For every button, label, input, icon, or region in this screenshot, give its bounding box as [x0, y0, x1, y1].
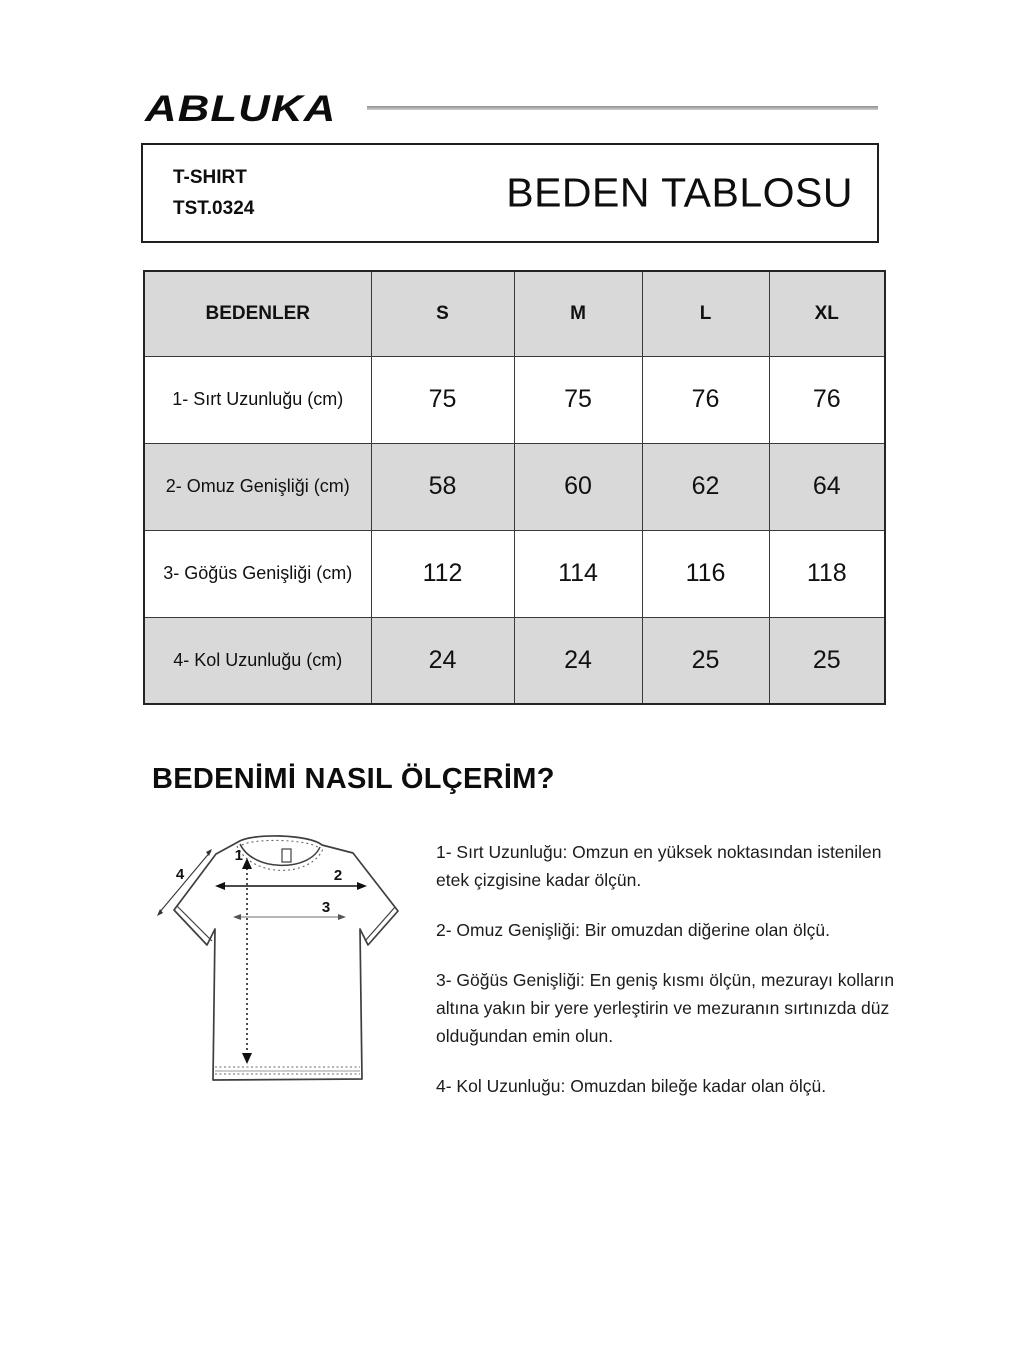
cell-value: 62	[642, 443, 769, 530]
cell-value: 116	[642, 530, 769, 617]
row-label: 3- Göğüs Genişliği (cm)	[144, 530, 371, 617]
row-label: 2- Omuz Genişliği (cm)	[144, 443, 371, 530]
size-table-header-row	[144, 271, 885, 356]
cell-value: 60	[514, 443, 642, 530]
instruction-gogus: 3- Göğüs Genişliği: En geniş kısmı ölçün, mezurayı kolların altına yakın bir yere yerleştirin ve mezuranın sırtınızda düz olduğundan emin olun.	[436, 970, 895, 1046]
arrow-4-head-top	[206, 849, 212, 856]
size-table	[143, 270, 886, 705]
table-row-kol	[144, 617, 885, 704]
header-cell-l: L	[642, 271, 769, 356]
cell-value: 24	[371, 617, 514, 704]
cell-value: 75	[514, 356, 642, 443]
header-cell-xl: XL	[769, 271, 885, 356]
header-box	[141, 143, 879, 243]
measurement-instructions	[436, 838, 898, 1122]
product-block	[173, 162, 254, 224]
diagram-label-3: 3	[321, 899, 331, 916]
tshirt-outline-icon	[174, 836, 398, 1080]
table-row-omuz	[144, 443, 885, 530]
cell-value: 24	[514, 617, 642, 704]
cell-value: 25	[769, 617, 885, 704]
header-cell-s: S	[371, 271, 514, 356]
cell-value: 76	[642, 356, 769, 443]
cell-value: 58	[371, 443, 514, 530]
header-cell-m: M	[514, 271, 642, 356]
cell-value: 112	[371, 530, 514, 617]
cell-value: 75	[371, 356, 514, 443]
header-rule	[367, 106, 878, 110]
row-label: 1- Sırt Uzunluğu (cm)	[144, 356, 371, 443]
table-row-sirt	[144, 356, 885, 443]
header-cell-bedenler: BEDENLER	[144, 271, 371, 356]
brand-row	[145, 88, 878, 128]
instruction-kol: 4- Kol Uzunluğu: Omuzdan bileğe kadar olan ölçü.	[436, 1076, 827, 1096]
collar-tag-icon	[282, 849, 291, 862]
section-heading: BEDENİMİ NASIL ÖLÇERİM?	[152, 763, 555, 795]
cell-value: 118	[769, 530, 885, 617]
product-name: T-SHIRT	[173, 167, 247, 188]
diagram-label-4: 4	[175, 866, 185, 883]
diagram-label-1: 1	[234, 847, 243, 864]
size-table-wrap	[143, 270, 886, 705]
diagram-label-2: 2	[333, 867, 343, 884]
row-label: 4- Kol Uzunluğu (cm)	[144, 617, 371, 704]
tshirt-measurement-diagram	[141, 822, 433, 1092]
product-code: TST.0324	[173, 198, 255, 219]
instruction-omuz: 2- Omuz Genişliği: Bir omuzdan diğerine olan ölçü.	[436, 920, 830, 940]
cell-value: 64	[769, 443, 885, 530]
cell-value: 76	[769, 356, 885, 443]
brand-logo: ABLUKA	[145, 88, 337, 129]
instruction-sirt: 1- Sırt Uzunluğu: Omzun en yüksek noktasından istenilen etek çizgisine kadar ölçün.	[436, 842, 882, 890]
table-row-gogus	[144, 530, 885, 617]
cell-value: 114	[514, 530, 642, 617]
page-title: BEDEN TABLOSU	[506, 169, 853, 216]
cell-value: 25	[642, 617, 769, 704]
